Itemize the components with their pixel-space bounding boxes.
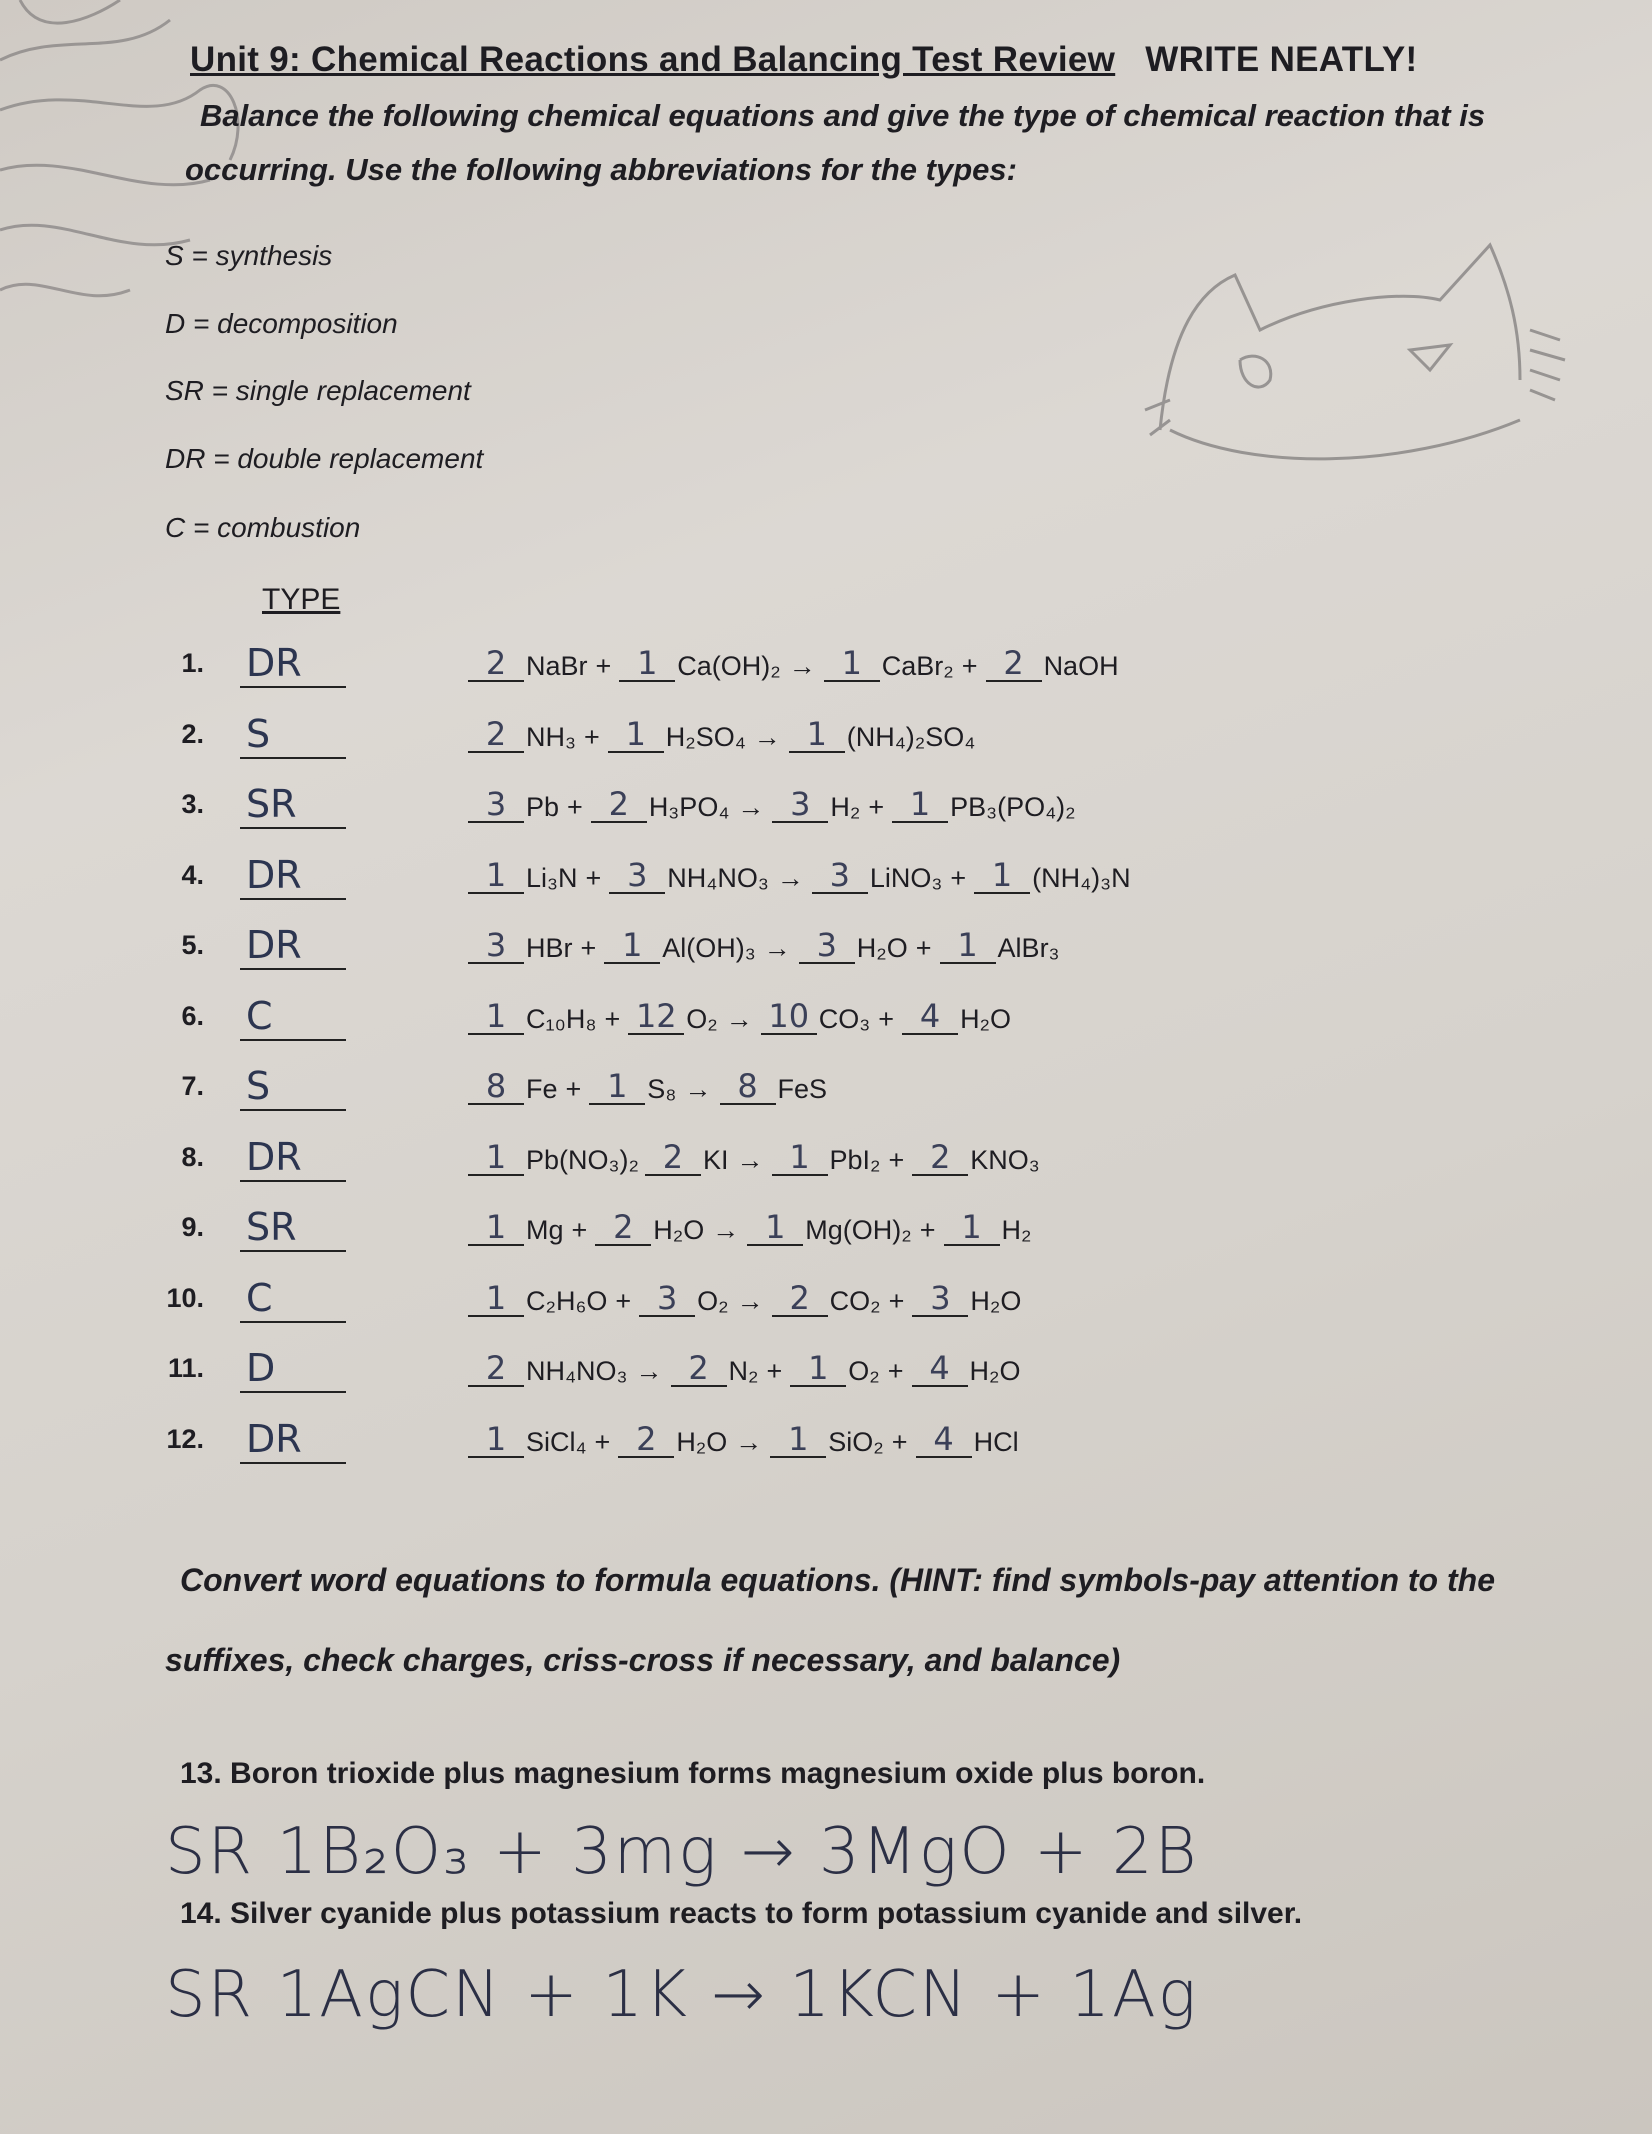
- chemical-formula: NaBr: [526, 651, 588, 681]
- plus-sign: +: [950, 862, 967, 893]
- chemical-formula: H₂: [830, 792, 861, 822]
- row-number: 10.: [166, 1282, 204, 1313]
- chemical-formula: H₂: [1001, 1215, 1032, 1245]
- row-number: 1.: [181, 648, 204, 678]
- coefficient-answer[interactable]: 1: [468, 858, 524, 894]
- type-column-header: TYPE: [262, 583, 341, 616]
- plus-sign: +: [887, 1356, 904, 1386]
- coefficient-answer[interactable]: 3: [468, 928, 524, 964]
- coefficient-answer[interactable]: 2: [618, 1422, 674, 1458]
- chemical-formula: CO₃: [818, 1003, 871, 1034]
- equation: [468, 928, 1066, 964]
- equation: [468, 1137, 1046, 1176]
- plus-sign: +: [571, 1215, 588, 1245]
- arrow-icon: →: [736, 1285, 764, 1316]
- type-single-replacement: SR = single replacement: [165, 375, 471, 406]
- coefficient-answer[interactable]: 1: [944, 1210, 1000, 1246]
- coefficient-answer[interactable]: 2: [595, 1210, 651, 1246]
- arrow-icon: →: [712, 1215, 740, 1245]
- equation-row: [0, 852, 1652, 912]
- coefficient-answer[interactable]: 2: [772, 1281, 828, 1317]
- chemical-formula: H₂O: [676, 1426, 728, 1457]
- coefficient-answer[interactable]: 2: [986, 646, 1042, 682]
- chemical-formula: (NH₄)₂SO₄: [846, 721, 976, 752]
- chemical-formula: Pb: [526, 792, 560, 822]
- coefficient-answer[interactable]: 1: [468, 999, 524, 1035]
- equation: [468, 1210, 1038, 1246]
- plus-sign: +: [594, 1426, 611, 1457]
- question-13: 13. Boron trioxide plus magnesium forms magnesium oxide plus boron.: [180, 1757, 1206, 1790]
- coefficient-answer[interactable]: 2: [671, 1351, 727, 1387]
- coefficient-answer[interactable]: 2: [591, 787, 647, 823]
- plus-sign: +: [580, 933, 597, 963]
- equation: [468, 855, 1137, 894]
- reaction-type-answer[interactable]: DR: [240, 640, 346, 688]
- coefficient-answer[interactable]: 3: [468, 787, 524, 823]
- type-combustion: C = combustion: [165, 512, 361, 543]
- row-number: 4.: [181, 859, 204, 890]
- coefficient-answer[interactable]: 2: [468, 717, 524, 753]
- chemical-formula: CO₂: [829, 1285, 881, 1316]
- coefficient-answer[interactable]: 3: [912, 1281, 968, 1317]
- equation-row: [0, 993, 1652, 1053]
- plus-sign: +: [585, 862, 602, 893]
- chemical-formula: NH₄NO₃: [526, 1356, 628, 1386]
- chemical-formula: Al(OH)₃: [662, 933, 756, 963]
- plus-sign: +: [878, 1003, 895, 1034]
- reaction-type-answer[interactable]: S: [240, 711, 346, 759]
- arrow-icon: →: [735, 1426, 763, 1457]
- chemical-formula: KI: [702, 1144, 729, 1175]
- chemical-formula: H₂O: [960, 1003, 1012, 1034]
- chemical-formula: H₂SO₄: [665, 721, 746, 752]
- answer-14[interactable]: SR 1AgCN + 1K → 1KCN + 1Ag: [165, 1958, 1199, 2032]
- chemical-formula: N₂: [728, 1356, 759, 1386]
- reaction-type-answer[interactable]: C: [240, 1275, 346, 1323]
- row-number: 5.: [181, 930, 204, 960]
- chemical-formula: C₂H₆O: [526, 1285, 608, 1316]
- coefficient-answer[interactable]: 1: [468, 1281, 524, 1317]
- instructions-line-1: Balance the following chemical equations and give the type of chemical reaction that is: [200, 98, 1486, 133]
- type-decomposition: D = decomposition: [165, 308, 398, 339]
- title-main: Unit 9: Chemical Reactions and Balancing Test Review: [190, 40, 1116, 79]
- coefficient-answer[interactable]: 1: [468, 1422, 524, 1458]
- chemical-formula: Pb(NO₃)₂: [526, 1144, 639, 1175]
- chemical-formula: O₂: [848, 1356, 880, 1386]
- equation: [468, 996, 1017, 1035]
- plus-sign: +: [915, 933, 932, 963]
- row-number: 8.: [181, 1141, 204, 1172]
- chemical-formula: FeS: [777, 1074, 828, 1104]
- chemical-formula: Mg(OH)₂: [805, 1215, 912, 1245]
- coefficient-answer[interactable]: 1: [974, 858, 1030, 894]
- chemical-formula: SiO₂: [828, 1426, 884, 1457]
- plus-sign: +: [868, 792, 885, 822]
- equation: [468, 714, 981, 753]
- equation-row: [0, 1275, 1652, 1335]
- chemical-formula: Fe: [526, 1074, 558, 1104]
- coefficient-answer[interactable]: 3: [812, 858, 868, 894]
- coefficient-answer[interactable]: 1: [608, 717, 664, 753]
- coefficient-answer[interactable]: 1: [619, 646, 675, 682]
- arrow-icon: →: [737, 792, 765, 822]
- worksheet-title: [190, 40, 1418, 80]
- chemical-formula: HBr: [526, 933, 573, 963]
- arrow-icon: →: [753, 721, 781, 752]
- type-double-replacement: DR = double replacement: [165, 443, 484, 474]
- equation-row: [0, 640, 1652, 700]
- plus-sign: +: [604, 1003, 621, 1034]
- coefficient-answer[interactable]: 2: [912, 1140, 968, 1176]
- coefficient-answer[interactable]: 3: [799, 928, 855, 964]
- row-number: 9.: [181, 1212, 204, 1242]
- chemical-formula: H₂O: [653, 1215, 705, 1245]
- equation: [468, 787, 1082, 823]
- chemical-formula: HCl: [973, 1426, 1019, 1457]
- convert-heading-line-2: suffixes, check charges, criss-cross if necessary, and balance): [165, 1642, 1121, 1678]
- equation: [468, 1351, 1027, 1387]
- arrow-icon: →: [684, 1074, 712, 1104]
- equation-row: [0, 1063, 1652, 1123]
- coefficient-answer[interactable]: 8: [720, 1069, 776, 1105]
- coefficient-answer[interactable]: 8: [468, 1069, 524, 1105]
- chemical-formula: C₁₀H₈: [526, 1003, 597, 1034]
- coefficient-answer[interactable]: 2: [468, 1351, 524, 1387]
- chemical-formula: (NH₄)₃N: [1032, 862, 1131, 893]
- coefficient-answer[interactable]: 2: [645, 1140, 701, 1176]
- title-note: WRITE NEATLY!: [1145, 40, 1418, 79]
- chemical-formula: NH₄NO₃: [667, 862, 769, 893]
- chemical-formula: LiNO₃: [869, 862, 943, 893]
- chemical-formula: Li₃N: [526, 862, 578, 893]
- coefficient-answer[interactable]: 4: [912, 1351, 968, 1387]
- reaction-type-answer[interactable]: SR: [240, 1204, 346, 1252]
- row-number: 7.: [181, 1071, 204, 1101]
- chemical-formula: Mg: [526, 1215, 564, 1245]
- coefficient-answer[interactable]: 10: [761, 999, 817, 1035]
- coefficient-answer[interactable]: 4: [916, 1422, 972, 1458]
- row-number: 2.: [181, 718, 204, 749]
- plus-sign: +: [961, 651, 978, 681]
- reaction-type-answer[interactable]: DR: [240, 852, 346, 900]
- plus-sign: +: [891, 1426, 908, 1457]
- chemical-formula: PB₃(PO₄)₂: [950, 792, 1076, 822]
- plus-sign: +: [595, 651, 612, 681]
- coefficient-answer[interactable]: 1: [770, 1422, 826, 1458]
- plus-sign: +: [615, 1285, 632, 1316]
- coefficient-answer[interactable]: 3: [772, 787, 828, 823]
- plus-sign: +: [888, 1144, 905, 1175]
- coefficient-answer[interactable]: 1: [789, 717, 845, 753]
- reaction-type-answer[interactable]: D: [240, 1345, 346, 1393]
- coefficient-answer[interactable]: 3: [639, 1281, 695, 1317]
- equation-row: [0, 1204, 1652, 1264]
- coefficient-answer[interactable]: 1: [468, 1140, 524, 1176]
- chemical-formula: O₂: [686, 1003, 718, 1034]
- equation: [468, 1419, 1025, 1458]
- reaction-type-answer[interactable]: C: [240, 993, 346, 1041]
- coefficient-answer[interactable]: 2: [468, 646, 524, 682]
- equation: [468, 646, 1125, 682]
- arrow-icon: →: [788, 651, 816, 681]
- chemical-formula: H₂O: [969, 1356, 1021, 1386]
- plus-sign: +: [919, 1215, 936, 1245]
- arrow-icon: →: [736, 1144, 764, 1175]
- instructions-line-2: occurring. Use the following abbreviations for the types:: [185, 152, 1017, 187]
- chemical-formula: H₃PO₄: [648, 792, 730, 822]
- chemical-formula: H₂O: [856, 933, 908, 963]
- equation: [468, 1278, 1027, 1317]
- plus-sign: +: [888, 1285, 905, 1316]
- reaction-type-answer[interactable]: DR: [240, 1416, 346, 1464]
- arrow-icon: →: [635, 1356, 663, 1386]
- coefficient-answer[interactable]: 1: [589, 1069, 645, 1105]
- coefficient-answer[interactable]: 4: [902, 999, 958, 1035]
- equation-row: [0, 922, 1652, 982]
- row-number: 12.: [166, 1423, 204, 1454]
- plus-sign: +: [565, 1074, 582, 1104]
- equation-row: [0, 1416, 1652, 1476]
- chemical-formula: H₂O: [970, 1285, 1022, 1316]
- chemical-formula: PbI₂: [829, 1144, 881, 1175]
- equation-row: [0, 1134, 1652, 1194]
- chemical-formula: O₂: [697, 1285, 729, 1316]
- question-14: 14. Silver cyanide plus potassium reacts to form potassium cyanide and silver.: [180, 1897, 1303, 1930]
- row-number: 6.: [181, 1000, 204, 1031]
- plus-sign: +: [567, 792, 583, 822]
- equation: [468, 1069, 833, 1105]
- arrow-icon: →: [776, 862, 804, 893]
- coefficient-answer[interactable]: 1: [772, 1140, 828, 1176]
- chemical-formula: Ca(OH)₂: [677, 651, 781, 681]
- row-number: 3.: [181, 789, 204, 819]
- equation-row: [0, 711, 1652, 771]
- equation-row: [0, 1345, 1652, 1405]
- coefficient-answer[interactable]: 12: [628, 999, 684, 1035]
- arrow-icon: →: [725, 1003, 753, 1034]
- chemical-formula: SiCl₄: [526, 1426, 587, 1457]
- coefficient-answer[interactable]: 1: [747, 1210, 803, 1246]
- reaction-type-answer[interactable]: DR: [240, 1134, 346, 1182]
- convert-heading-line-1: Convert word equations to formula equations. (HINT: find symbols-pay attention to the: [180, 1562, 1495, 1598]
- plus-sign: +: [766, 1356, 783, 1386]
- coefficient-answer[interactable]: 3: [609, 858, 665, 894]
- coefficient-answer[interactable]: 1: [604, 928, 660, 964]
- arrow-icon: →: [763, 933, 791, 963]
- chemical-formula: NaOH: [1043, 651, 1119, 681]
- chemical-formula: NH₃: [526, 721, 576, 752]
- chemical-formula: CaBr₂: [881, 651, 954, 681]
- chemical-formula: KNO₃: [970, 1144, 1040, 1175]
- coefficient-answer[interactable]: 1: [824, 646, 880, 682]
- chemical-formula: S₈: [647, 1074, 677, 1104]
- plus-sign: +: [584, 721, 600, 752]
- equation-row: [0, 781, 1652, 841]
- coefficient-answer[interactable]: 1: [940, 928, 996, 964]
- row-number: 11.: [167, 1353, 204, 1383]
- type-synthesis: S = synthesis: [165, 240, 333, 271]
- coefficient-answer[interactable]: 1: [468, 1210, 524, 1246]
- cat-doodle: [1145, 245, 1565, 459]
- answer-13[interactable]: SR 1B₂O₃ + 3mg → 3MgO + 2B: [165, 1815, 1199, 1889]
- reaction-type-answer[interactable]: SR: [240, 781, 346, 829]
- coefficient-answer[interactable]: 1: [790, 1351, 846, 1387]
- reaction-type-answer[interactable]: DR: [240, 922, 346, 970]
- reaction-type-answer[interactable]: S: [240, 1063, 346, 1111]
- coefficient-answer[interactable]: 1: [892, 787, 948, 823]
- chemical-formula: AlBr₃: [997, 933, 1060, 963]
